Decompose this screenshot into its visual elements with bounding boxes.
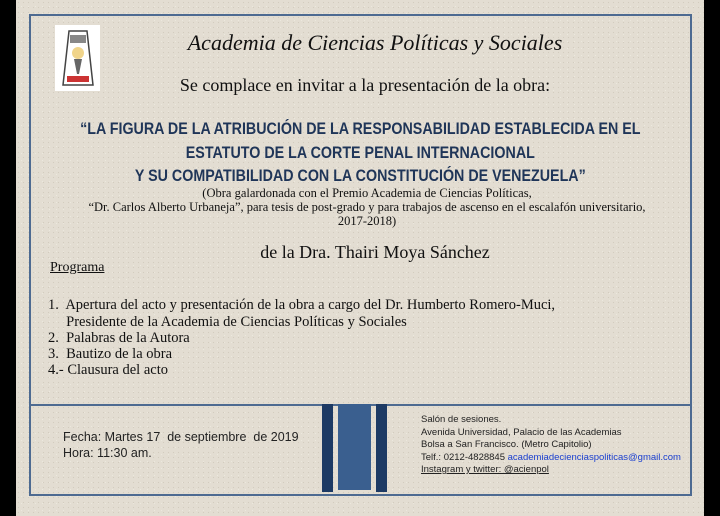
program-item: 4.- Clausura del acto bbox=[48, 362, 168, 378]
work-title-line: Y SU COMPATIBILIDAD CON LA CONSTITUCIÓN DE VENEZUELA” bbox=[134, 166, 586, 185]
program-item: Presidente de la Academia de Ciencias Políticas y Sociales bbox=[48, 314, 407, 330]
event-date: Fecha: Martes 17 de septiembre de 2019 bbox=[63, 430, 299, 444]
award-note: 2017-2018) bbox=[337, 214, 397, 228]
program-item: 3. Bautizo de la obra bbox=[48, 346, 173, 362]
award-note: “Dr. Carlos Alberto Urbaneja”, para tesis de post-grado y para trabajos de ascenso en el escalafón universitario, bbox=[88, 200, 646, 214]
invitation-text: Se complace en invitar a la presentación de la obra: bbox=[179, 75, 551, 95]
academy-name: Academia de Ciencias Políticas y Sociales bbox=[187, 30, 563, 55]
award-note: (Obra galardonada con el Premio Academia de Ciencias Políticas, bbox=[202, 186, 532, 200]
pillar-center bbox=[338, 404, 371, 490]
work-title-line: “LA FIGURA DE LA ATRIBUCIÓN DE LA RESPONSABILIDAD ESTABLECIDA EN EL bbox=[80, 119, 641, 138]
email-link[interactable]: academiadecienciaspoliticas@gmail.com bbox=[507, 452, 681, 463]
pillar-bar bbox=[322, 404, 333, 492]
phone: Telf.: 0212-4828845 bbox=[421, 452, 508, 463]
social-link[interactable]: Instagram y twitter: @acienpol bbox=[421, 464, 549, 475]
event-time: Hora: 11:30 am. bbox=[63, 446, 152, 460]
program-item: 1. Apertura del acto y presentación de la obra a cargo del Dr. Humberto Romero-Muci, bbox=[48, 297, 556, 313]
pillar-bar bbox=[376, 404, 387, 492]
venue-line: Avenida Universidad, Palacio de las Academias bbox=[421, 427, 622, 438]
program-heading: Programa bbox=[50, 260, 105, 275]
program-item: 2. Palabras de la Autora bbox=[48, 330, 190, 346]
venue-line: Salón de sesiones. bbox=[421, 414, 502, 425]
venue-line: Bolsa a San Francisco. (Metro Capitolio) bbox=[421, 439, 592, 450]
contact-line bbox=[421, 452, 681, 463]
author: de la Dra. Thairi Moya Sánchez bbox=[260, 242, 490, 262]
work-title-line: ESTATUTO DE LA CORTE PENAL INTERNACIONAL bbox=[185, 143, 535, 162]
